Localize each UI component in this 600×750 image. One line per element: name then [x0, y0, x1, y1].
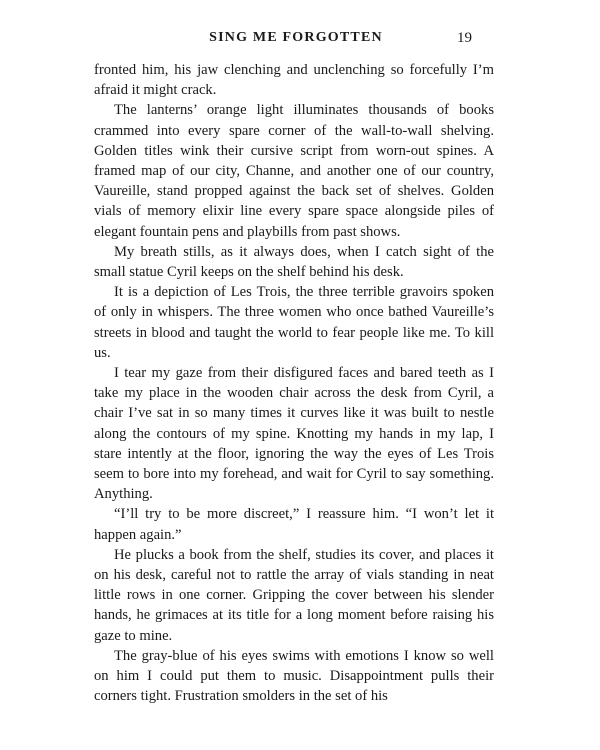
paragraph: My breath stills, as it always does, when I catch sight of the small statue Cyril keeps on the shelf behind his desk.	[94, 243, 494, 281]
paragraph: It is a depiction of Les Trois, the three terrible gravoirs spoken of only in whispers. The three women who once bathed Vaureille’s streets in blood and taught the world to fear people like me. To kill us.	[94, 284, 494, 361]
paragraph: He plucks a book from the shelf, studies its cover, and places it on his desk, careful not to rattle the array of vials standing in neat little rows in one corner. Gripping the cover between his slender hands, he grimaces at its title for a long moment before raising his gaze to mine.	[94, 546, 494, 644]
running-head	[90, 26, 502, 50]
paragraph: The lanterns’ orange light illuminates thousands of books crammed into every spare corner of the wall-to-wall shelving. Golden titles wink their cursive script from worn-out spines. A framed map of our city, Channe, and another one of our country, Vaureille, stand propped against the back set of shelves. Golden vials of memory elixir line every spare space alongside piles of elegant fountain pens and playbills from past shows.	[94, 102, 494, 240]
paragraph: fronted him, his jaw clenching and unclenching so forcefully I’m afraid it might crack.	[94, 62, 494, 99]
body-text	[94, 60, 494, 707]
paragraph: I tear my gaze from their disfigured faces and bared teeth as I take my place in the wooden chair across the desk from Cyril, a chair I’ve sat in so many times it curves like it was built to nestle along the contours of my spine. Knotting my hands in my lap, I stare intently at the floor, ignoring the way the eyes of Les Trois seem to bore into my forehead, and wait for Cyril to say something. Anything.	[94, 365, 494, 503]
paragraph: The gray-blue of his eyes swims with emotions I know so well on him I could put them to music. Disappointment pulls their corners tight. Frustration smolders in the set of his	[94, 647, 494, 705]
page-number: 19	[457, 30, 472, 46]
paragraph: “I’ll try to be more discreet,” I reassure him. “I won’t let it happen again.”	[94, 506, 494, 543]
book-title: SING ME FORGOTTEN	[209, 30, 383, 45]
